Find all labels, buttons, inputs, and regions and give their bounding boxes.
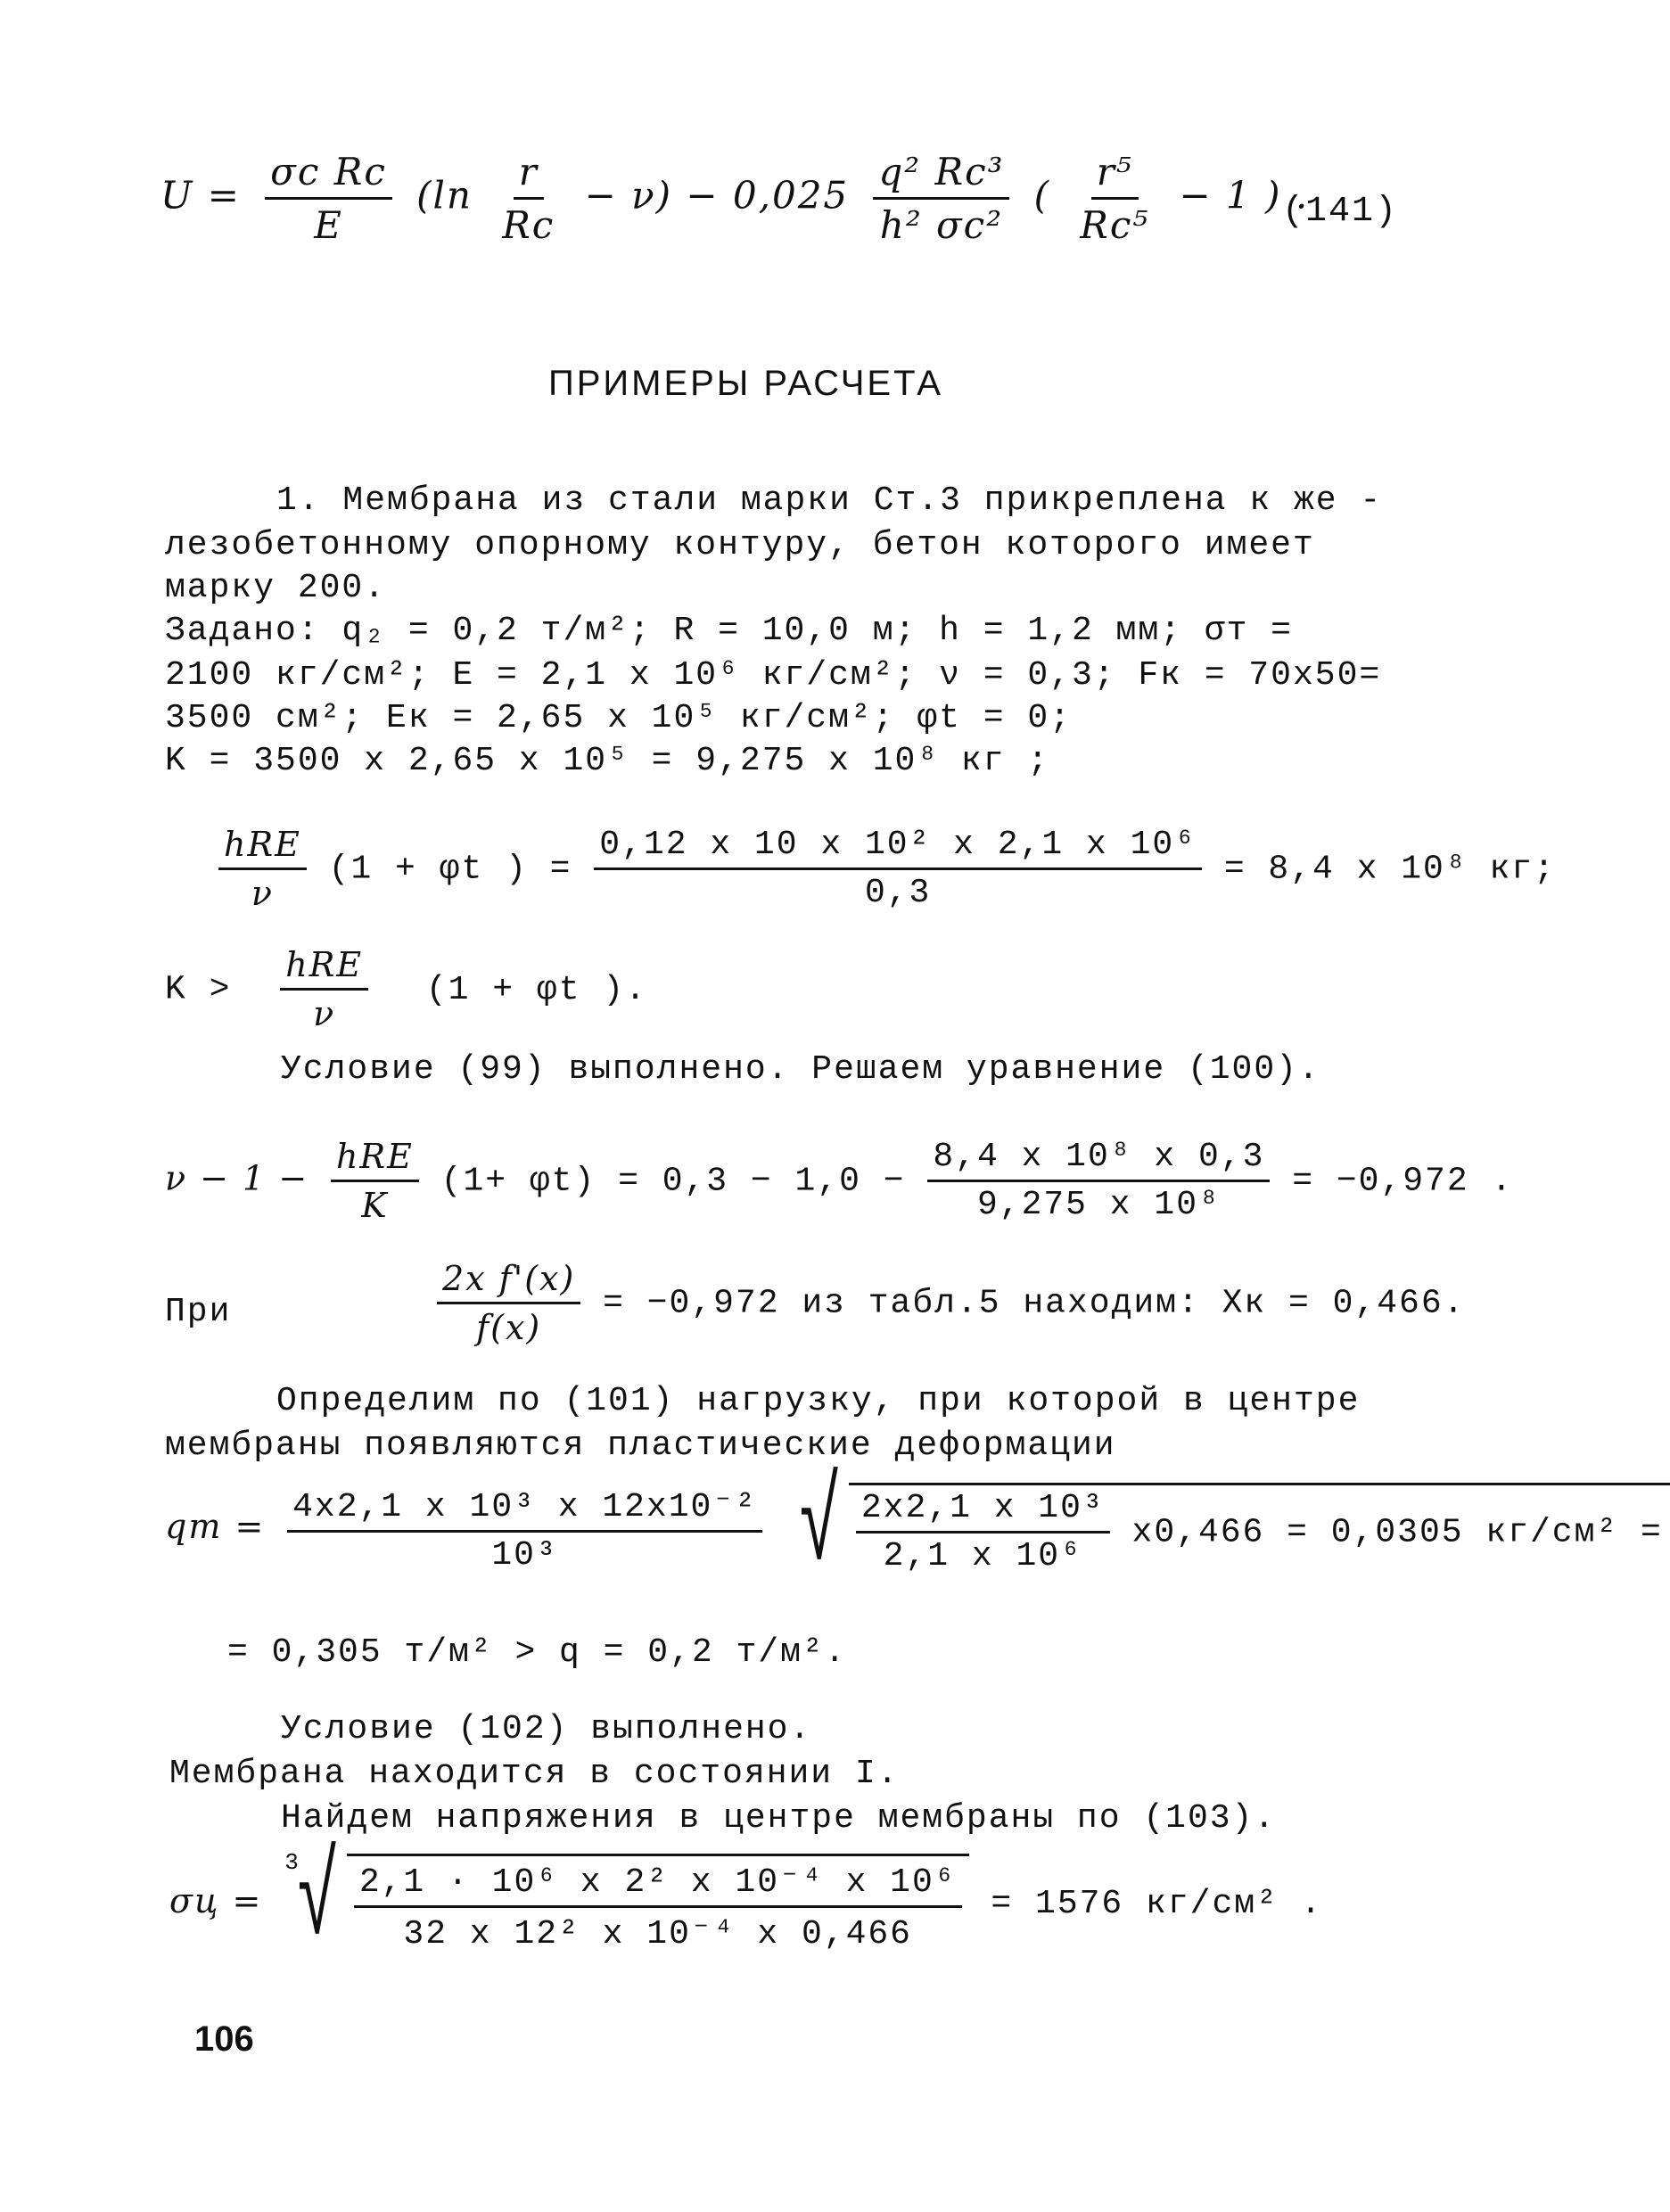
fraction-numerator: r bbox=[514, 150, 544, 200]
section-heading: ПРИМЕРЫ РАСЧЕТА bbox=[548, 364, 943, 403]
fraction-denominator: 10³ bbox=[491, 1535, 558, 1575]
equation-sigma bbox=[169, 1838, 1323, 1969]
fraction bbox=[265, 150, 392, 247]
square-root bbox=[785, 1463, 1670, 1594]
cube-root bbox=[284, 1838, 968, 1969]
fraction-denominator: ν bbox=[251, 874, 274, 913]
fraction bbox=[856, 1489, 1110, 1575]
fraction-denominator: Rc⁵ bbox=[1080, 203, 1150, 247]
equation-term: = −0,972 из табл.5 находим: Xк = 0,466. bbox=[603, 1284, 1466, 1323]
equation-lhs: σц = bbox=[169, 1881, 263, 1921]
fraction-denominator: K bbox=[361, 1186, 389, 1225]
fraction-numerator: hRE bbox=[280, 945, 368, 991]
root-index: 3 bbox=[284, 1849, 300, 1876]
fraction-denominator: 0,3 bbox=[864, 874, 932, 912]
fraction bbox=[927, 1138, 1270, 1224]
fraction-denominator: Rc bbox=[502, 203, 555, 247]
equation-term: = 8,4 x 10⁸ кг; bbox=[1223, 850, 1556, 889]
paragraph-line: Условие (102) выполнено. bbox=[281, 1710, 812, 1748]
given-line: 3500 см²; Eк = 2,65 x 10⁵ кг/см²; φt = 0; bbox=[165, 699, 1072, 737]
equation-term: (1 + φt ) = bbox=[328, 850, 572, 889]
fraction-denominator: 9,275 x 10⁸ bbox=[976, 1186, 1221, 1224]
fraction-numerator: σc Rc bbox=[265, 150, 392, 200]
fraction bbox=[280, 945, 368, 1033]
equation-term: (1+ φt) = 0,3 − 1,0 − bbox=[440, 1162, 906, 1201]
fraction-numerator: hRE bbox=[331, 1137, 419, 1182]
paragraph-line: лезобетонному опорному контуру, бетон которого имеет bbox=[165, 526, 1315, 564]
fraction-numerator: hRE bbox=[218, 825, 307, 870]
fraction-denominator: 2,1 x 10⁶ bbox=[883, 1537, 1082, 1575]
given-line: 2100 кг/см²; E = 2,1 x 10⁶ кг/см²; ν = 0,3; Fк = 70x50= bbox=[165, 656, 1382, 695]
fraction bbox=[354, 1860, 962, 1953]
fraction bbox=[331, 1137, 419, 1225]
fraction-denominator: E bbox=[314, 203, 343, 247]
fraction-denominator: f(x) bbox=[476, 1308, 542, 1347]
radical-sign: √ bbox=[798, 1463, 842, 1594]
radicand bbox=[347, 1854, 969, 1953]
equation-term: = 1576 кг/см² . bbox=[991, 1885, 1323, 1924]
paragraph-line: Найдем напряжения в центре мембраны по (103). bbox=[281, 1799, 1277, 1838]
equation-term: ν − 1 − bbox=[165, 1158, 309, 1198]
fraction-denominator: ν bbox=[313, 994, 336, 1033]
radicand bbox=[849, 1483, 1670, 1575]
fraction bbox=[287, 1484, 762, 1575]
fraction-numerator: 8,4 x 10⁸ x 0,3 bbox=[927, 1138, 1270, 1182]
equation-term: (ln bbox=[416, 173, 473, 218]
fraction-numerator: q² Rc³ bbox=[873, 150, 1009, 200]
fraction-numerator: 4x2,1 x 10³ x 12x10⁻² bbox=[287, 1484, 762, 1533]
fraction bbox=[497, 150, 560, 247]
fraction bbox=[594, 826, 1202, 912]
paragraph-line: 1. Мембрана из стали марки Ст.3 прикреплена к же - bbox=[276, 481, 1383, 520]
equation-number: (141) bbox=[1282, 192, 1399, 232]
equation-141 bbox=[160, 150, 1309, 247]
page-number: 106 bbox=[194, 2019, 254, 2059]
fraction-numerator: 2x2,1 x 10³ bbox=[856, 1489, 1110, 1534]
inequality-rhs: (1 + φt ). bbox=[425, 970, 647, 1009]
fraction-denominator: 32 x 12² x 10⁻⁴ x 0,466 bbox=[403, 1915, 912, 1953]
pri-label: При bbox=[165, 1293, 232, 1331]
paragraph-line: мембраны появляются пластические деформации bbox=[165, 1427, 1116, 1465]
equation-qt bbox=[165, 1463, 1670, 1594]
equation-hre bbox=[218, 825, 1556, 913]
equation-term: ( bbox=[1033, 173, 1051, 218]
equation-term: − 1 ) . bbox=[1179, 173, 1310, 218]
fraction bbox=[218, 825, 307, 913]
fraction bbox=[873, 150, 1009, 247]
fraction-denominator: h² σc² bbox=[879, 203, 1004, 247]
equation-term: x0,466 = 0,0305 кг/см² = bbox=[1131, 1513, 1663, 1552]
equation-continuation: = 0,305 т/м² > q = 0,2 т/м². bbox=[227, 1633, 847, 1672]
equation-lhs: qт = bbox=[165, 1507, 266, 1547]
paragraph-line: Определим по (101) нагрузку, при которой в центре bbox=[276, 1382, 1361, 1420]
equation-term: = −0,972 . bbox=[1292, 1162, 1514, 1201]
paragraph-line: Мембрана находится в состоянии I. bbox=[169, 1755, 900, 1793]
given-line: Задано: q₂ = 0,2 т/м²; R = 10,0 м; h = 1,2 мм; σт = bbox=[165, 612, 1293, 650]
equation-lhs: U = bbox=[160, 173, 241, 218]
fraction bbox=[1074, 150, 1155, 247]
fraction bbox=[437, 1259, 580, 1347]
inequality-lhs: K > bbox=[165, 970, 232, 1009]
fraction-numerator: 0,12 x 10 x 10² x 2,1 x 10⁶ bbox=[594, 826, 1202, 870]
fraction-numerator: 2x f'(x) bbox=[437, 1259, 580, 1304]
paragraph-line: Условие (99) выполнено. Решаем уравнение (100). bbox=[281, 1050, 1320, 1089]
pri-equation bbox=[437, 1259, 1465, 1347]
given-line: K = 3500 x 2,65 x 10⁵ = 9,275 x 10⁸ кг ; bbox=[165, 742, 1050, 780]
equation-term: − ν) − 0,025 bbox=[584, 173, 850, 218]
inequality bbox=[165, 945, 647, 1033]
paragraph-line: марку 200. bbox=[165, 569, 387, 607]
radical-sign: √ bbox=[296, 1838, 340, 1969]
fraction-numerator: 2,1 · 10⁶ x 2² x 10⁻⁴ x 10⁶ bbox=[354, 1860, 962, 1908]
fraction-numerator: r⁵ bbox=[1091, 150, 1139, 200]
equation-100 bbox=[165, 1137, 1513, 1225]
